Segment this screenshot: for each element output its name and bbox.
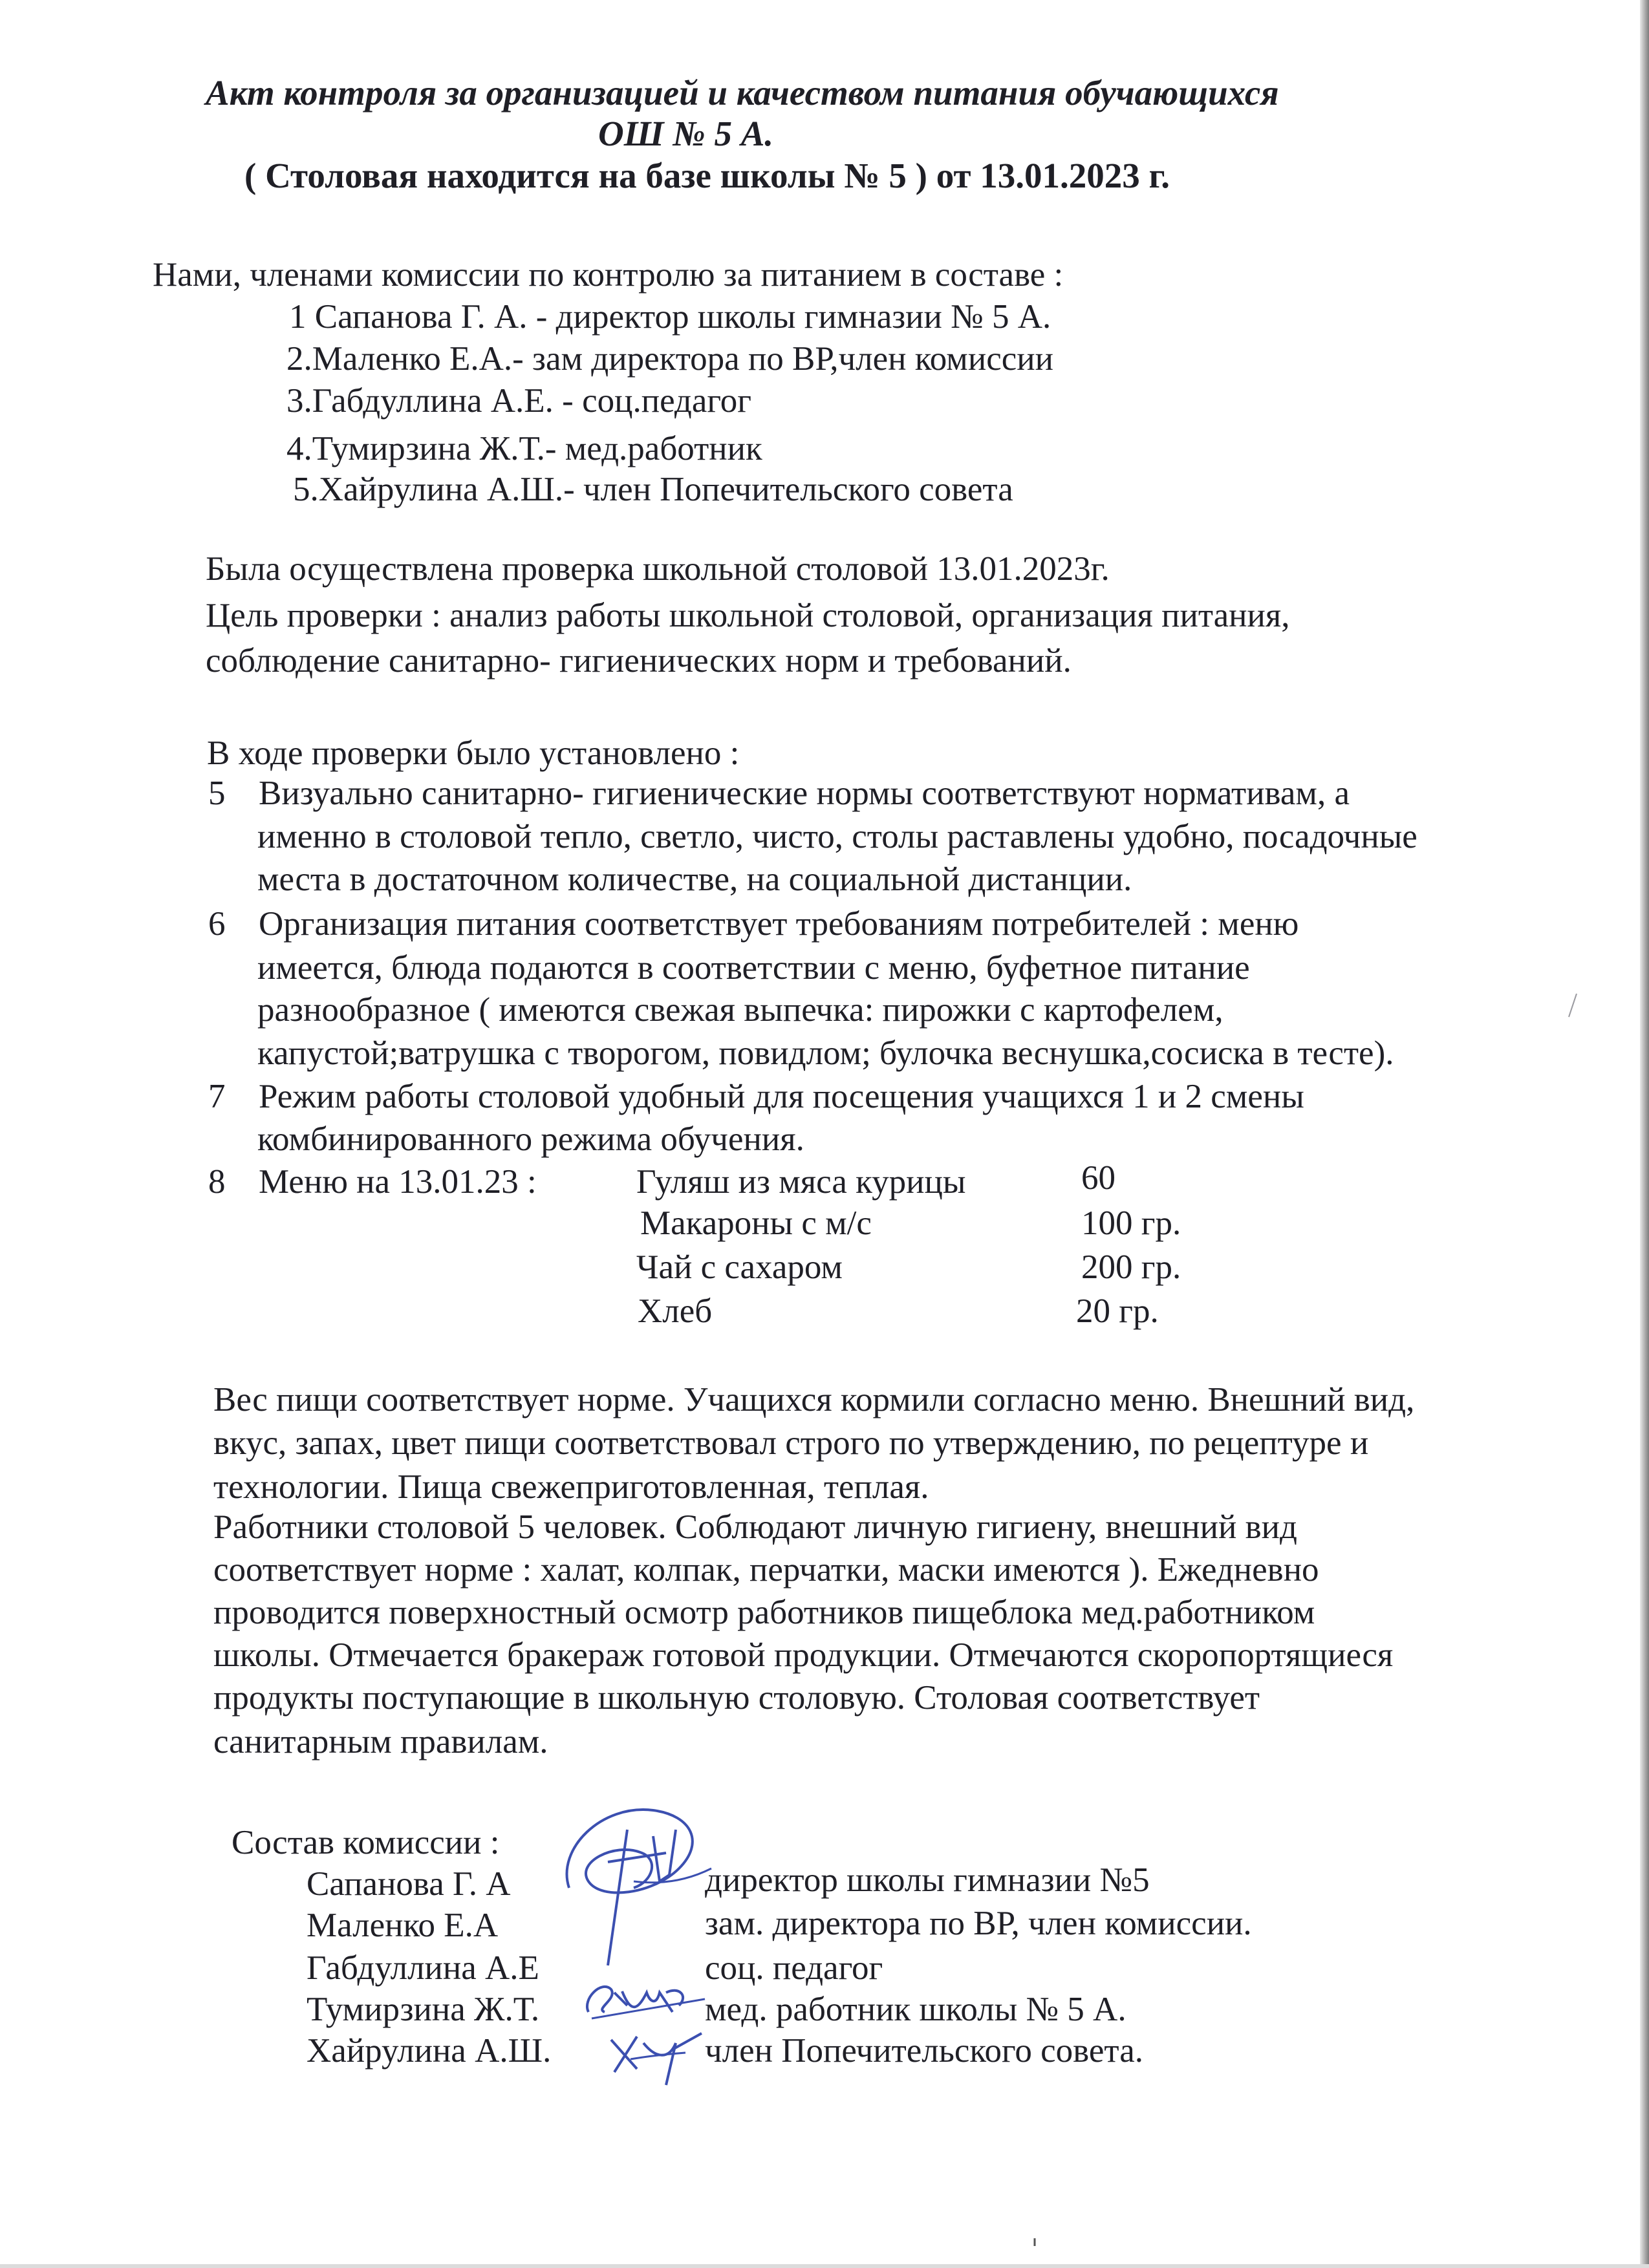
menu-label: Меню на 13.01.23 : — [259, 1163, 537, 1201]
commission-role: директор школы гимназии №5 — [705, 1861, 1150, 1899]
finding-number: 5 — [208, 775, 226, 812]
conclusion-line: вкус, запах, цвет пищи соответствовал строго по утверждению, по рецептуре и — [213, 1424, 1369, 1462]
finding-line: Визуально санитарно- гигиенические нормы соответствуют нормативам, а — [259, 775, 1350, 812]
commission-role: член Попечительского совета. — [705, 2032, 1144, 2070]
menu-number: 8 — [208, 1163, 226, 1201]
member-line: 5.Хайрулина А.Ш.- член Попечительского совета — [293, 471, 1013, 508]
scan-mark — [1032, 2237, 1037, 2251]
finding-line: комбинированного режима обучения. — [257, 1120, 804, 1158]
commission-name: Габдуллина А.Е — [307, 1949, 539, 1987]
subtitle: ( Столовая находится на базе школы № 5 ) от 13.01.2023 г. — [244, 156, 1170, 195]
check-line: Была осуществлена проверка школьной столовой 13.01.2023г. — [206, 550, 1110, 588]
finding-number: 6 — [208, 905, 226, 943]
member-line: 1 Сапанова Г. А. - директор школы гимназии № 5 А. — [289, 298, 1051, 336]
commission-role: зам. директора по ВР, член комиссии. — [705, 1905, 1252, 1942]
intro-text: Нами, членами комиссии по контролю за питанием в составе : — [153, 256, 1064, 294]
commission-role: соц. педагог — [705, 1949, 883, 1987]
title-line-2: ОШ № 5 А. — [598, 114, 774, 153]
findings-heading: В ходе проверки было установлено : — [207, 734, 740, 772]
finding-line: места в достаточном количестве, на социальной дистанции. — [257, 861, 1132, 898]
purpose-line: соблюдение санитарно- гигиенических норм и требований. — [206, 642, 1072, 679]
signature-director — [530, 1791, 724, 1972]
menu-item-qty: 200 гр. — [1081, 1248, 1181, 1286]
title-line-1: Акт контроля за организацией и качеством питания обучающихся — [206, 73, 1279, 112]
finding-line: Режим работы столовой удобный для посещения учащихся 1 и 2 смены — [259, 1078, 1304, 1115]
menu-item-name: Макароны с м/с — [640, 1204, 872, 1242]
member-line: 3.Габдуллина А.Е. - соц.педагог — [286, 382, 752, 420]
finding-line: имеется, блюда подаются в соответствии с меню, буфетное питание — [257, 949, 1250, 987]
menu-item-qty: 60 — [1081, 1159, 1116, 1197]
commission-role: мед. работник школы № 5 А. — [705, 1991, 1126, 2028]
commission-name: Тумирзина Ж.Т. — [307, 1991, 540, 2028]
conclusion-line: продукты поступающие в школьную столовую. Столовая соответствует — [213, 1679, 1260, 1717]
menu-item-qty: 100 гр. — [1081, 1204, 1181, 1242]
scan-edge-bottom — [0, 2264, 1649, 2268]
menu-item-qty: 20 гр. — [1076, 1292, 1159, 1330]
commission-name: Маленко Е.А — [307, 1907, 499, 1944]
commission-heading: Состав комиссии : — [232, 1824, 500, 1861]
conclusion-line: школы. Отмечается бракераж готовой продукции. Отмечаются скоропортящиеся — [213, 1636, 1394, 1674]
signature-trustee — [605, 2024, 708, 2088]
scan-mark — [1566, 992, 1579, 1022]
commission-name: Сапанова Г. А — [307, 1865, 511, 1903]
menu-item-name: Чай с сахаром — [636, 1248, 843, 1286]
conclusion-line: Работники столовой 5 человек. Соблюдают личную гигиену, внешний вид — [213, 1508, 1297, 1546]
conclusion-line: соответствует норме : халат, колпак, перчатки, маски имеются ). Ежедневно — [213, 1551, 1319, 1589]
finding-line: именно в столовой тепло, светло, чисто, столы раставлены удобно, посадочные — [257, 818, 1417, 855]
conclusion-line: санитарным правилам. — [213, 1723, 548, 1760]
finding-number: 7 — [208, 1078, 226, 1115]
conclusion-line: Вес пищи соответствует норме. Учащихся кормили согласно меню. Внешний вид, — [213, 1381, 1415, 1418]
scan-edge-shadow — [1640, 0, 1649, 2268]
purpose-line: Цель проверки : анализ работы школьной столовой, организация питания, — [206, 597, 1290, 634]
menu-item-name: Хлеб — [638, 1292, 713, 1330]
finding-line: Организация питания соответствует требованиям потребителей : меню — [259, 905, 1299, 943]
conclusion-line: проводится поверхностный осмотр работников пищеблока мед.работником — [213, 1594, 1315, 1631]
commission-name: Хайрулина А.Ш. — [307, 2032, 552, 2070]
member-line: 4.Тумирзина Ж.Т.- мед.работник — [286, 430, 762, 467]
finding-line: капустой;ватрушка с творогом, повидлом; булочка веснушка,сосиска в тесте). — [257, 1034, 1394, 1072]
conclusion-line: технологии. Пища свежеприготовленная, теплая. — [213, 1468, 929, 1506]
signature-medic — [576, 1973, 711, 2031]
menu-item-name: Гуляш из мяса курицы — [636, 1163, 966, 1201]
finding-line: разнообразное ( имеются свежая выпечка: пирожки с картофелем, — [257, 991, 1223, 1029]
member-line: 2.Маленко Е.А.- зам директора по ВР,член комиссии — [286, 340, 1053, 378]
